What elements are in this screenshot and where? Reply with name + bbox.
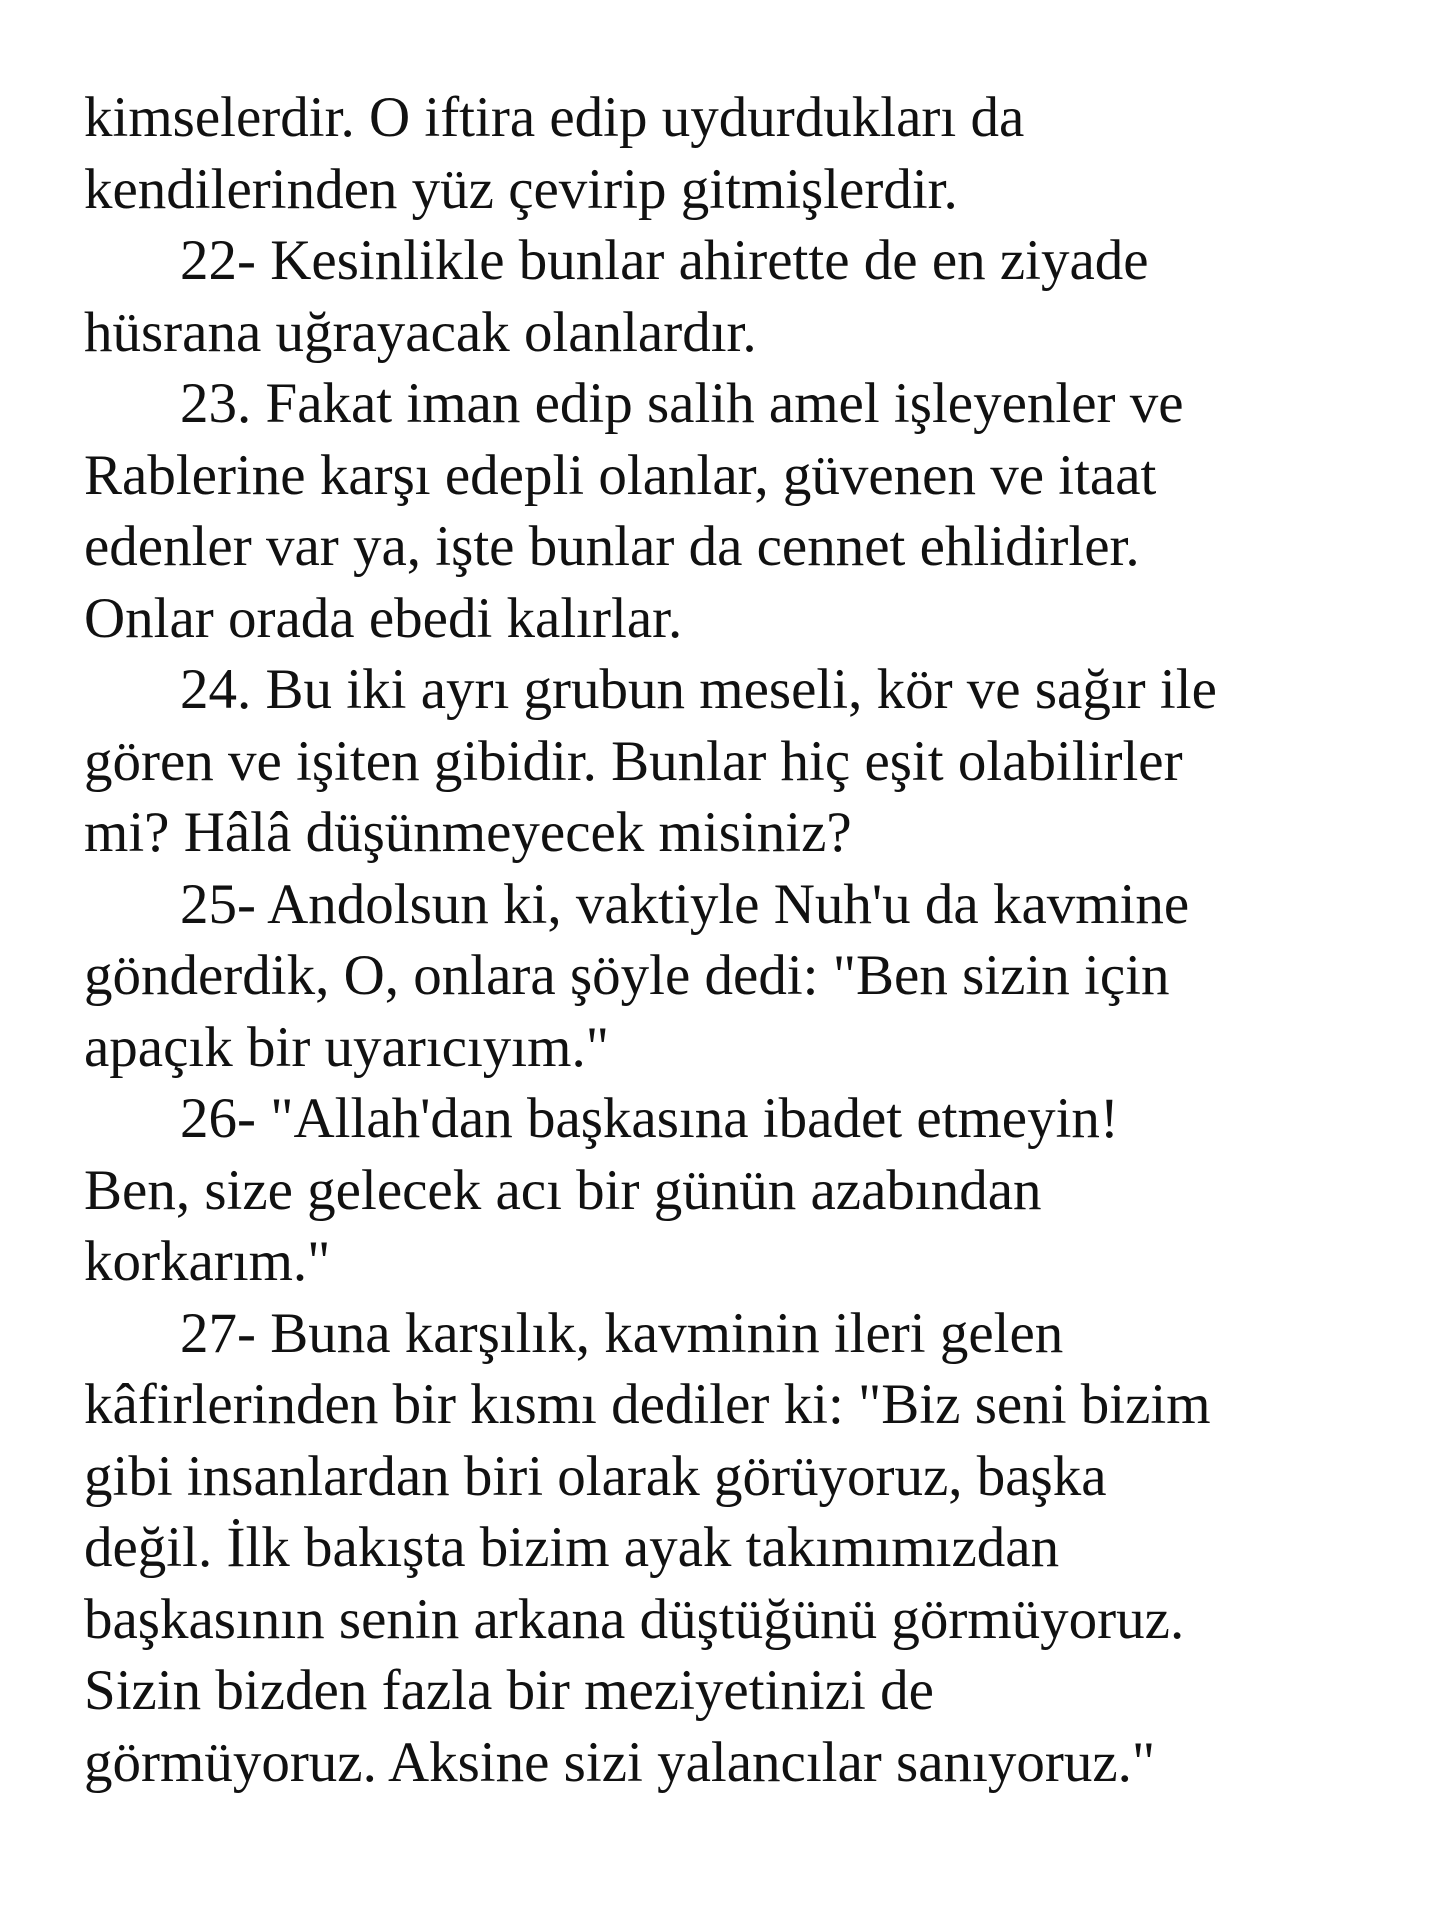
text-line: 27- Buna karşılık, kavminin ileri gelen: [180, 1301, 1064, 1365]
paragraph-verse-22: [84, 225, 1384, 368]
text-line: Sizin bizden fazla bir meziyetinizi de: [84, 1659, 934, 1722]
text-line: değil. İlk bakışta bizim ayak takımımızdan: [84, 1516, 1060, 1579]
paragraph-verse-23: [84, 368, 1384, 654]
paragraph-verse-25: [84, 869, 1384, 1084]
text-line: kendilerinden yüz çevirip gitmişlerdir.: [84, 157, 958, 221]
text-line: başkasının senin arkana düştüğünü görmüyoruz.: [84, 1587, 1185, 1651]
text-line: kâfirlerinden bir kısmı dediler ki: "Biz seni bizim: [84, 1373, 1211, 1436]
paragraph-continuation: [84, 82, 1384, 225]
text-line: gönderdik, O, onlara şöyle dedi: "Ben sizin için: [84, 944, 1170, 1007]
text-line: Onlar orada ebedi kalırlar.: [84, 586, 683, 650]
text-line: 25- Andolsun ki, vaktiyle Nuh'u da kavmine: [180, 872, 1190, 936]
text-line: gibi insanlardan biri olarak görüyoruz, başka: [84, 1444, 1107, 1508]
text-line: edenler var ya, işte bunlar da cennet ehlidirler.: [84, 515, 1140, 578]
text-line: korkarım.": [84, 1230, 331, 1293]
text-line: Ben, size gelecek acı bir günün azabından: [84, 1158, 1042, 1222]
text-line: 24. Bu iki ayrı grubun meseli, kör ve sağır ile: [180, 658, 1217, 721]
text-line: hüsrana uğrayacak olanlardır.: [84, 300, 757, 364]
text-line: kimselerdir. O iftira edip uydurdukları da: [84, 86, 1025, 149]
text-line: gören ve işiten gibidir. Bunlar hiç eşit olabilirler: [84, 729, 1183, 793]
text-line: Rablerine karşı edepli olanlar, güvenen ve itaat: [84, 443, 1157, 507]
paragraph-verse-27: [84, 1298, 1384, 1799]
text-line: görmüyoruz. Aksine sizi yalancılar sanıyoruz.": [84, 1730, 1156, 1794]
text-line: 26- "Allah'dan başkasına ibadet etmeyin!: [180, 1087, 1119, 1150]
text-line: mi? Hâlâ düşünmeyecek misiniz?: [84, 801, 852, 864]
text-line: 22- Kesinlikle bunlar ahirette de en ziyade: [180, 229, 1149, 292]
text-line: apaçık bir uyarıcıyım.": [84, 1015, 609, 1079]
paragraph-verse-26: [84, 1083, 1384, 1298]
text-line: 23. Fakat iman edip salih amel işleyenler ve: [180, 372, 1184, 435]
paragraph-verse-24: [84, 654, 1384, 869]
document-page: [84, 82, 1384, 1798]
